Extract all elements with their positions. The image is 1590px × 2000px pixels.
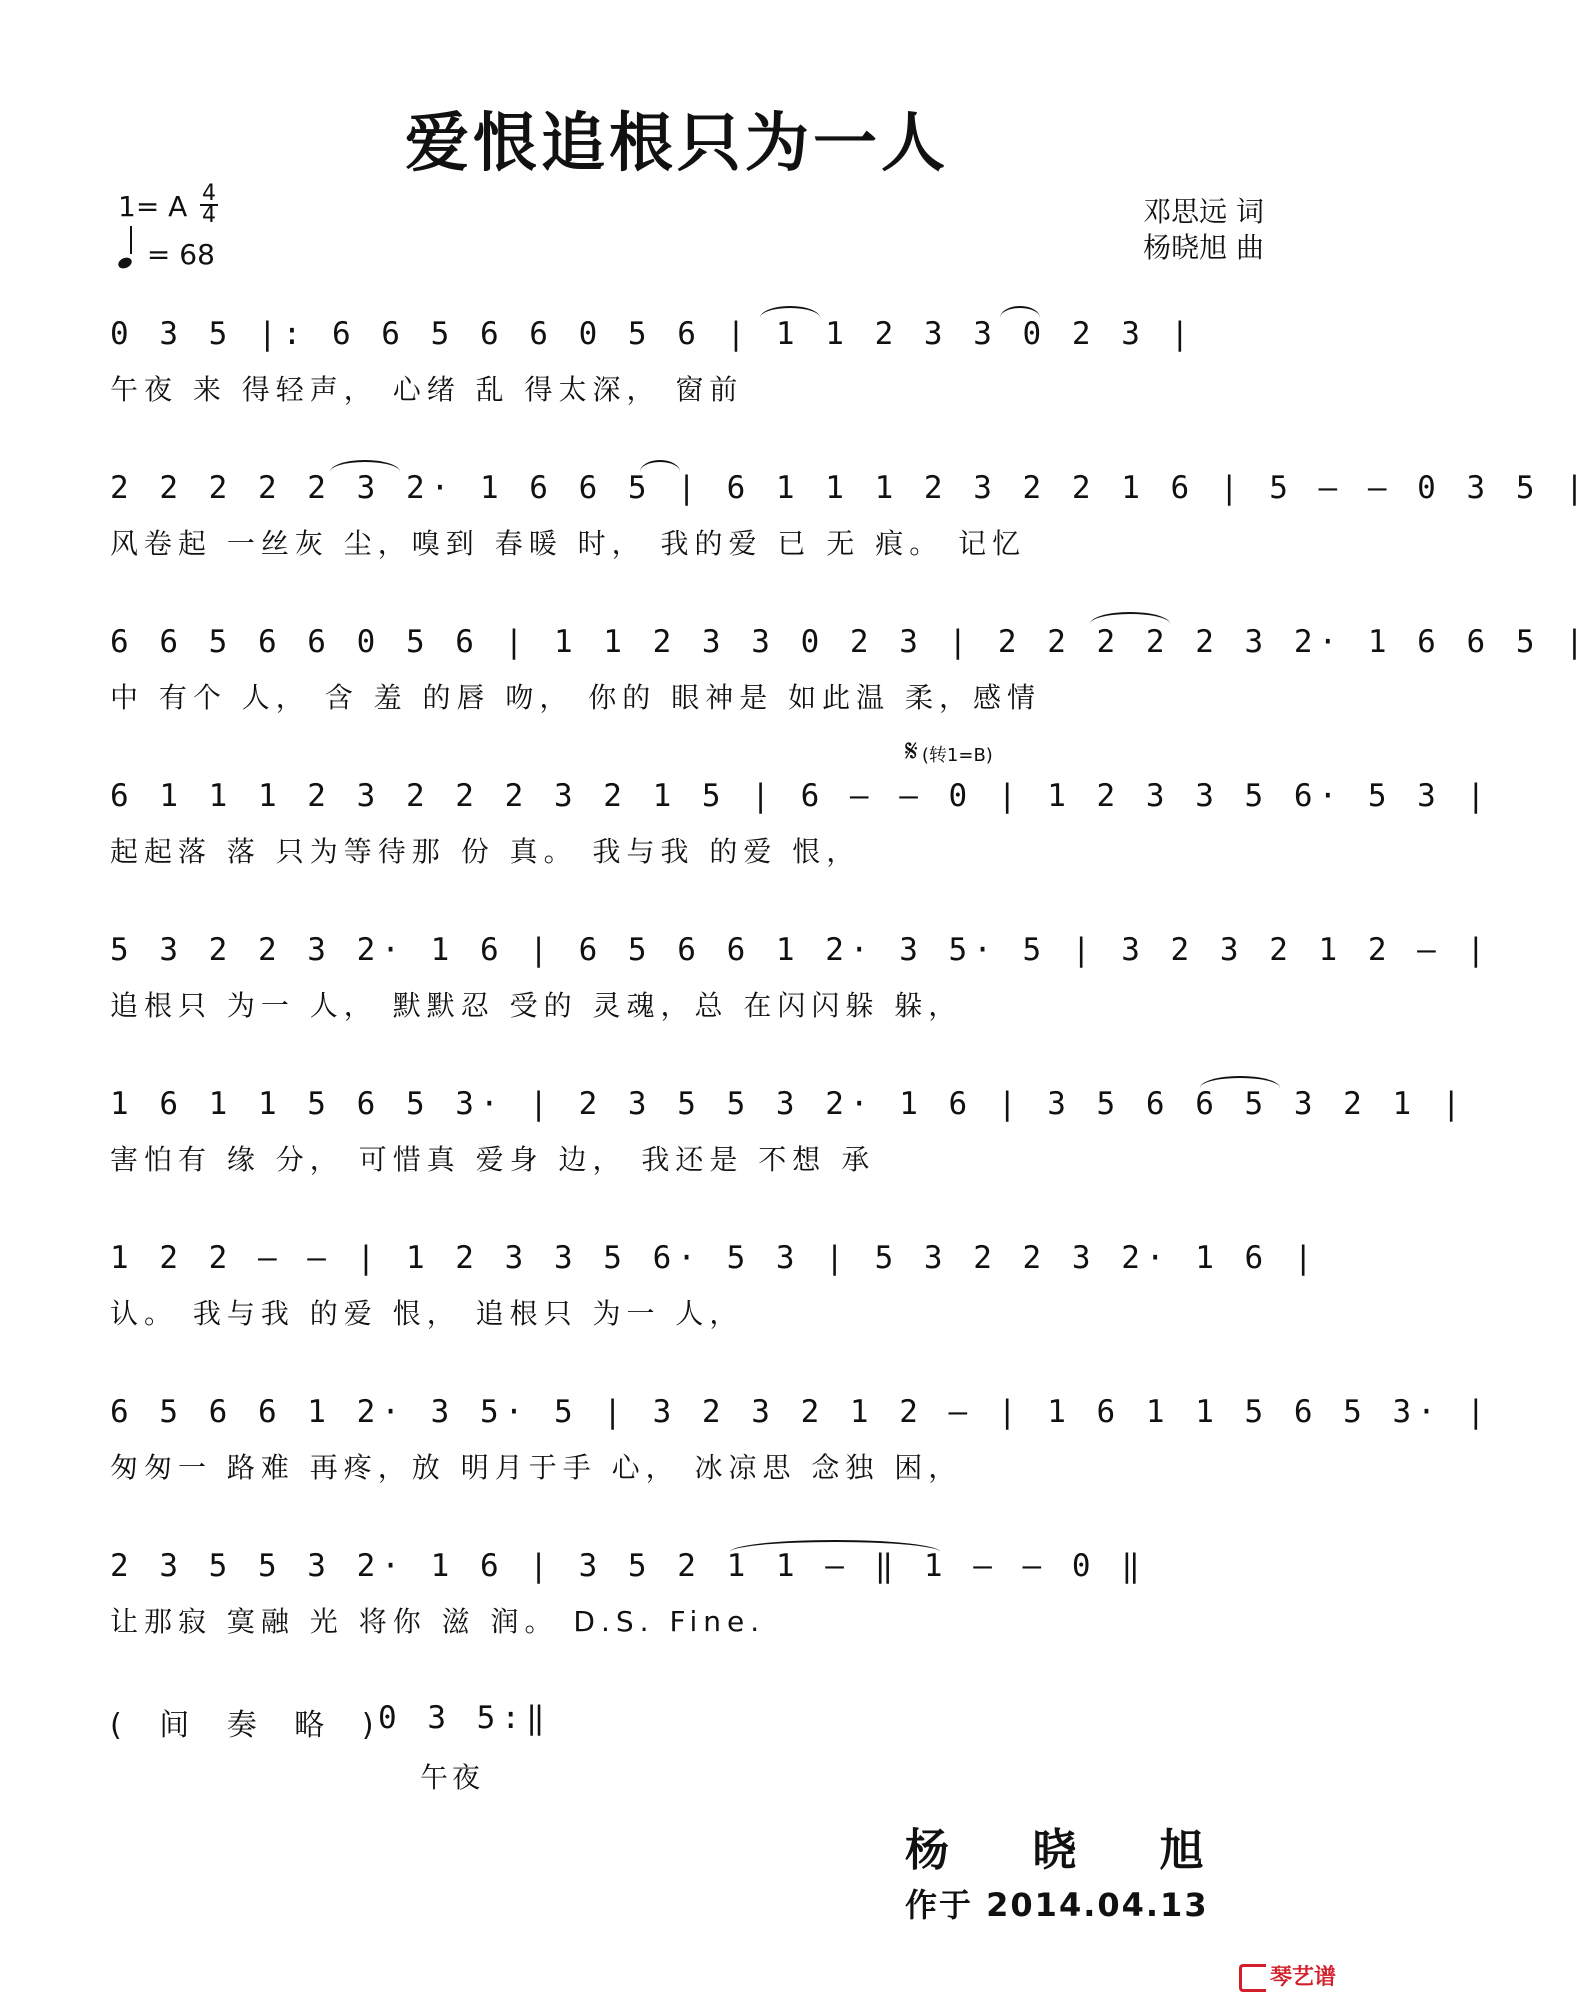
page-title: 爱恨追根只为一人 [405, 107, 949, 181]
score-line-5-notes: 5 3 2 2 3 2· 1 6 | 6 5 6 6 1 2· 3 5· 5 | 3 2 3 2 1 2 — | [110, 932, 1492, 968]
slur-mark [640, 460, 680, 472]
quarter-note-stem [130, 226, 132, 254]
segno-key-change: (转1=B) [921, 745, 993, 766]
tempo-marking [118, 236, 215, 271]
author-signature: 杨 晓 旭 [905, 1825, 1238, 1876]
score-line-1-lyrics: 午夜 来 得轻声， 心绪 乱 得太深， 窗前 [110, 373, 744, 406]
watermark [1239, 1960, 1336, 1992]
score-line-5-lyrics: 追根只 为一 人， 默默忍 受的 灵魂，总 在闪闪躲 躲， [110, 989, 963, 1022]
slur-mark [760, 306, 820, 318]
watermark-text: 琴艺谱 [1269, 1965, 1336, 1990]
segno-icon: 𝄋 [905, 734, 918, 769]
slur-mark [730, 1540, 940, 1552]
tempo-value: = 68 [146, 238, 215, 271]
score-line-7-lyrics: 认。 我与我 的爱 恨， 追根只 为一 人， [110, 1297, 744, 1330]
quarter-note-icon [117, 256, 134, 271]
score-line-8-lyrics: 匆匆一 路难 再疼，放 明月于手 心， 冰凉思 念独 困， [110, 1451, 963, 1484]
score-line-6-lyrics: 害怕有 缘 分， 可惜真 爱身 边， 我还是 不想 承 [110, 1143, 876, 1176]
score-line-3-notes: 6 6 5 6 6 0 5 6 | 1 1 2 3 3 0 2 3 | 2 2 2 2 2 3 2· 1 6 6 5 | [110, 624, 1590, 660]
time-signature [200, 181, 218, 228]
interlude-label: ( 间 奏 略 ) [110, 1708, 388, 1743]
score-line-9-lyrics: 让那寂 寞融 光 将你 滋 润。 D.S. Fine. [110, 1605, 766, 1638]
score-line-3-lyrics: 中 有个 人， 含 羞 的唇 吻， 你的 眼神是 如此温 柔，感情 [110, 681, 1042, 714]
lyricist-credit: 邓思远 词 [1143, 195, 1264, 228]
time-signature-bottom: 4 [202, 203, 216, 228]
score-line-8-notes: 6 5 6 6 1 2· 3 5· 5 | 3 2 3 2 1 2 — | 1 6 1 1 5 6 5 3· | [110, 1394, 1492, 1430]
interlude-lyrics: 午夜 [420, 1761, 485, 1794]
score-line-1-notes: 0 3 5 |: 6 6 5 6 6 0 5 6 | 1 1 2 3 3 0 2 3 | [110, 316, 1196, 352]
time-signature-top: 4 [202, 181, 216, 206]
composer-credit: 杨晓旭 曲 [1143, 231, 1264, 264]
slur-mark [1000, 306, 1040, 318]
score-line-6-notes: 1 6 1 1 5 6 5 3· | 2 3 5 5 3 2· 1 6 | 3 5 6 6 5 3 2 1 | [110, 1086, 1467, 1122]
score-line-2-notes: 2 2 2 2 2 3 2· 1 6 6 5 | 6 1 1 1 2 3 2 2 1 6 | 5 — — 0 3 5 | [110, 470, 1590, 506]
slur-mark [1200, 1076, 1280, 1088]
segno-marking [905, 734, 993, 769]
qinyipu-logo-icon [1239, 1964, 1266, 1992]
composition-date: 作于 2014.04.13 [905, 1886, 1209, 1924]
score-line-4-notes: 6 1 1 1 2 3 2 2 2 3 2 1 5 | 6 — — 0 | 1 2 3 3 5 6· 5 3 | [110, 778, 1492, 814]
slur-mark [1090, 612, 1170, 624]
score-line-9-notes: 2 3 5 5 3 2· 1 6 | 3 5 2 1 1 — ‖ 1 — — 0 ‖ [110, 1548, 1146, 1584]
score-line-4-lyrics: 起起落 落 只为等待那 份 真。 我与我 的爱 恨， [110, 835, 861, 868]
slur-mark [330, 460, 400, 472]
interlude-notes: 0 3 5:‖ [378, 1700, 551, 1736]
score-line-2-lyrics: 风卷起 一丝灰 尘，嗅到 春暖 时， 我的爱 已 无 痕。 记忆 [110, 527, 1027, 560]
key-signature: 1= A [118, 190, 188, 223]
score-line-7-notes: 1 2 2 — — | 1 2 3 3 5 6· 5 3 | 5 3 2 2 3 2· 1 6 | [110, 1240, 1319, 1276]
